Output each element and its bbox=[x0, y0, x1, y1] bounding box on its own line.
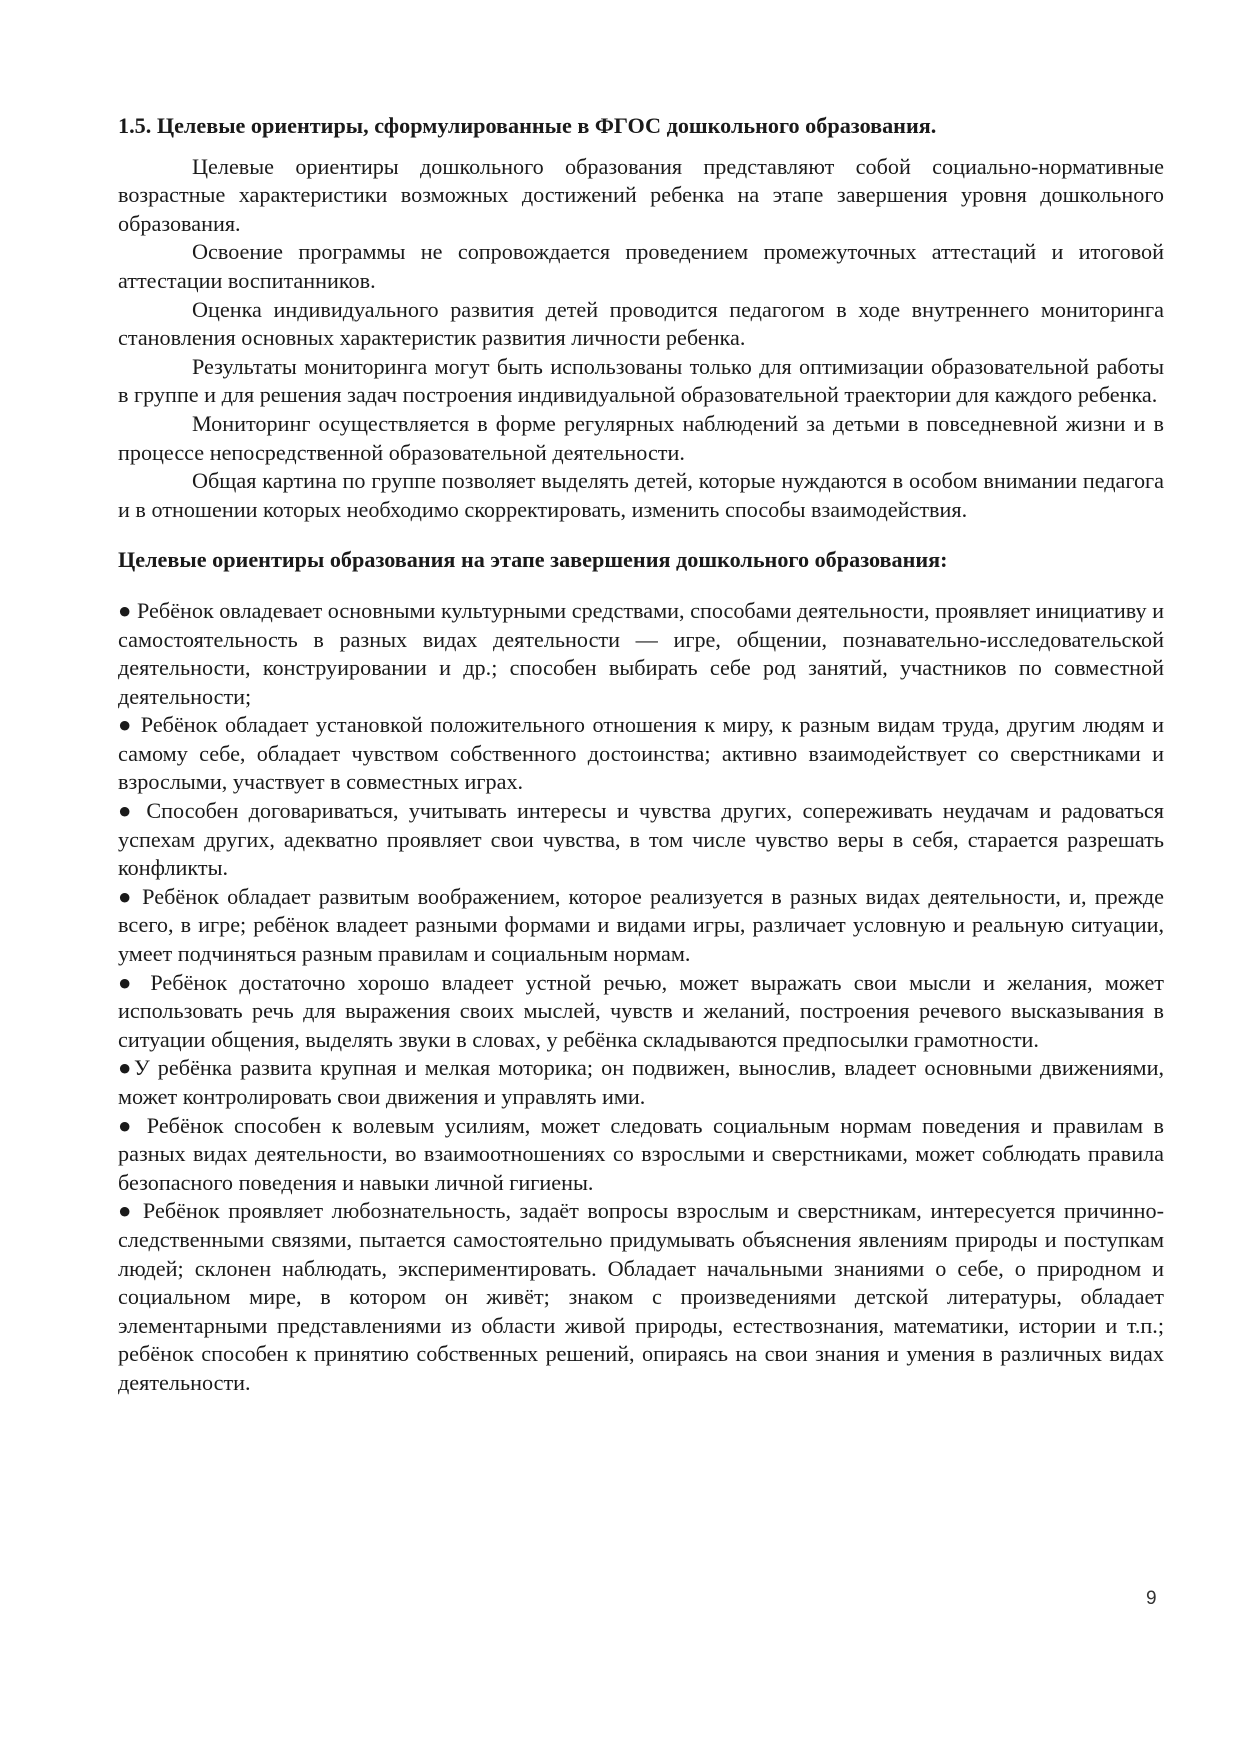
paragraph: Оценка индивидуального развития детей проводится педагогом в ходе внутреннего мониторинга становления основных характеристик развития личности ребенка. bbox=[118, 296, 1164, 351]
paragraph: Мониторинг осуществляется в форме регулярных наблюдений за детьми в повседневной жизни и в процессе непосредственной образовательной деятельности. bbox=[118, 410, 1164, 465]
bullet-item: ● Ребёнок достаточно хорошо владеет устной речью, может выражать свои мысли и желания, может использовать речь для выражения своих мыслей, чувств и желаний, построения речевого высказывания в ситуации общения, выделять звуки в словах, у ребёнка складываются предпосылки грамотности. bbox=[118, 969, 1164, 1052]
page-content bbox=[118, 112, 1164, 1398]
bullet-item: ● Ребёнок овладевает основными культурными средствами, способами деятельности, проявляет инициативу и самостоятельность в разных видах деятельности — игре, общении, познавательно-исследовательской деятельности, конструировании и др.; способен выбирать себе род занятий, участников по совместной деятельности; bbox=[118, 597, 1164, 709]
bullet-item: ● Ребёнок способен к волевым усилиям, может следовать социальным нормам поведения и правилам в разных видах деятельности, во взаимоотношениях со взрослыми и сверстниками, может соблюдать правила безопасного поведения и навыки личной гигиены. bbox=[118, 1112, 1164, 1195]
bullet-item: ● Способен договариваться, учитывать интересы и чувства других, сопереживать неудачам и радоваться успехам других, адекватно проявляет свои чувства, в том числе чувство веры в себя, старается разрешать конфликты. bbox=[118, 798, 1164, 881]
paragraph: Освоение программы не сопровождается проведением промежуточных аттестаций и итоговой аттестации воспитанников. bbox=[118, 239, 1164, 293]
paragraph: Общая картина по группе позволяет выделять детей, которые нуждаются в особом внимании педагога и в отношении которых необходимо скорректировать, изменить способы взаимодействия. bbox=[118, 468, 1164, 522]
subsection-heading: Целевые ориентиры образования на этапе завершения дошкольного образования: bbox=[118, 547, 948, 573]
page-number: 9 bbox=[1146, 1588, 1157, 1609]
section-heading: 1.5. Целевые ориентиры, сформулированные в ФГОС дошкольного образования. bbox=[118, 113, 937, 138]
bullet-item: ● Ребёнок обладает установкой положительного отношения к миру, к разным видам труда, другим людям и самому себе, обладает чувством собственного достоинства; активно взаимодействует со сверстниками и взрослыми, участвует в совместных играх. bbox=[118, 712, 1164, 795]
bullet-item: ● Ребёнок обладает развитым воображением, которое реализуется в разных видах деятельности, и, прежде всего, в игре; ребёнок владеет разными формами и видами игры, различает условную и реальную ситуации, умеет подчиняться разным правилам и социальным нормам. bbox=[118, 883, 1164, 967]
paragraph: Целевые ориентиры дошкольного образования представляют собой социально-нормативные возрастные характеристики возможных достижений ребенка на этапе завершения уровня дошкольного образования. bbox=[118, 153, 1164, 236]
bullet-item: ● Ребёнок проявляет любознательность, задаёт вопросы взрослым и сверстникам, интересуется причинно-следственными связями, пытается самостоятельно придумывать объяснения явлениям природы и поступкам людей; склонен наблюдать, экспериментировать. Обладает начальными знаниями о себе, о природном и социальном мире, в котором он живёт; знаком с произведениями детской литературы, обладает элементарными представлениями из области живой природы, естествознания, математики, истории и т.п.; ребёнок способен к принятию собственных решений, опираясь на свои знания и умения в различных видах деятельности. bbox=[118, 1198, 1164, 1395]
paragraph: Результаты мониторинга могут быть использованы только для оптимизации образовательной работы в группе и для решения задач построения индивидуальной образовательной траектории для каждого ребенка. bbox=[118, 353, 1164, 408]
bullet-item: ●У ребёнка развита крупная и мелкая моторика; он подвижен, вынослив, владеет основными движениями, может контролировать свои движения и управлять ими. bbox=[118, 1055, 1164, 1109]
